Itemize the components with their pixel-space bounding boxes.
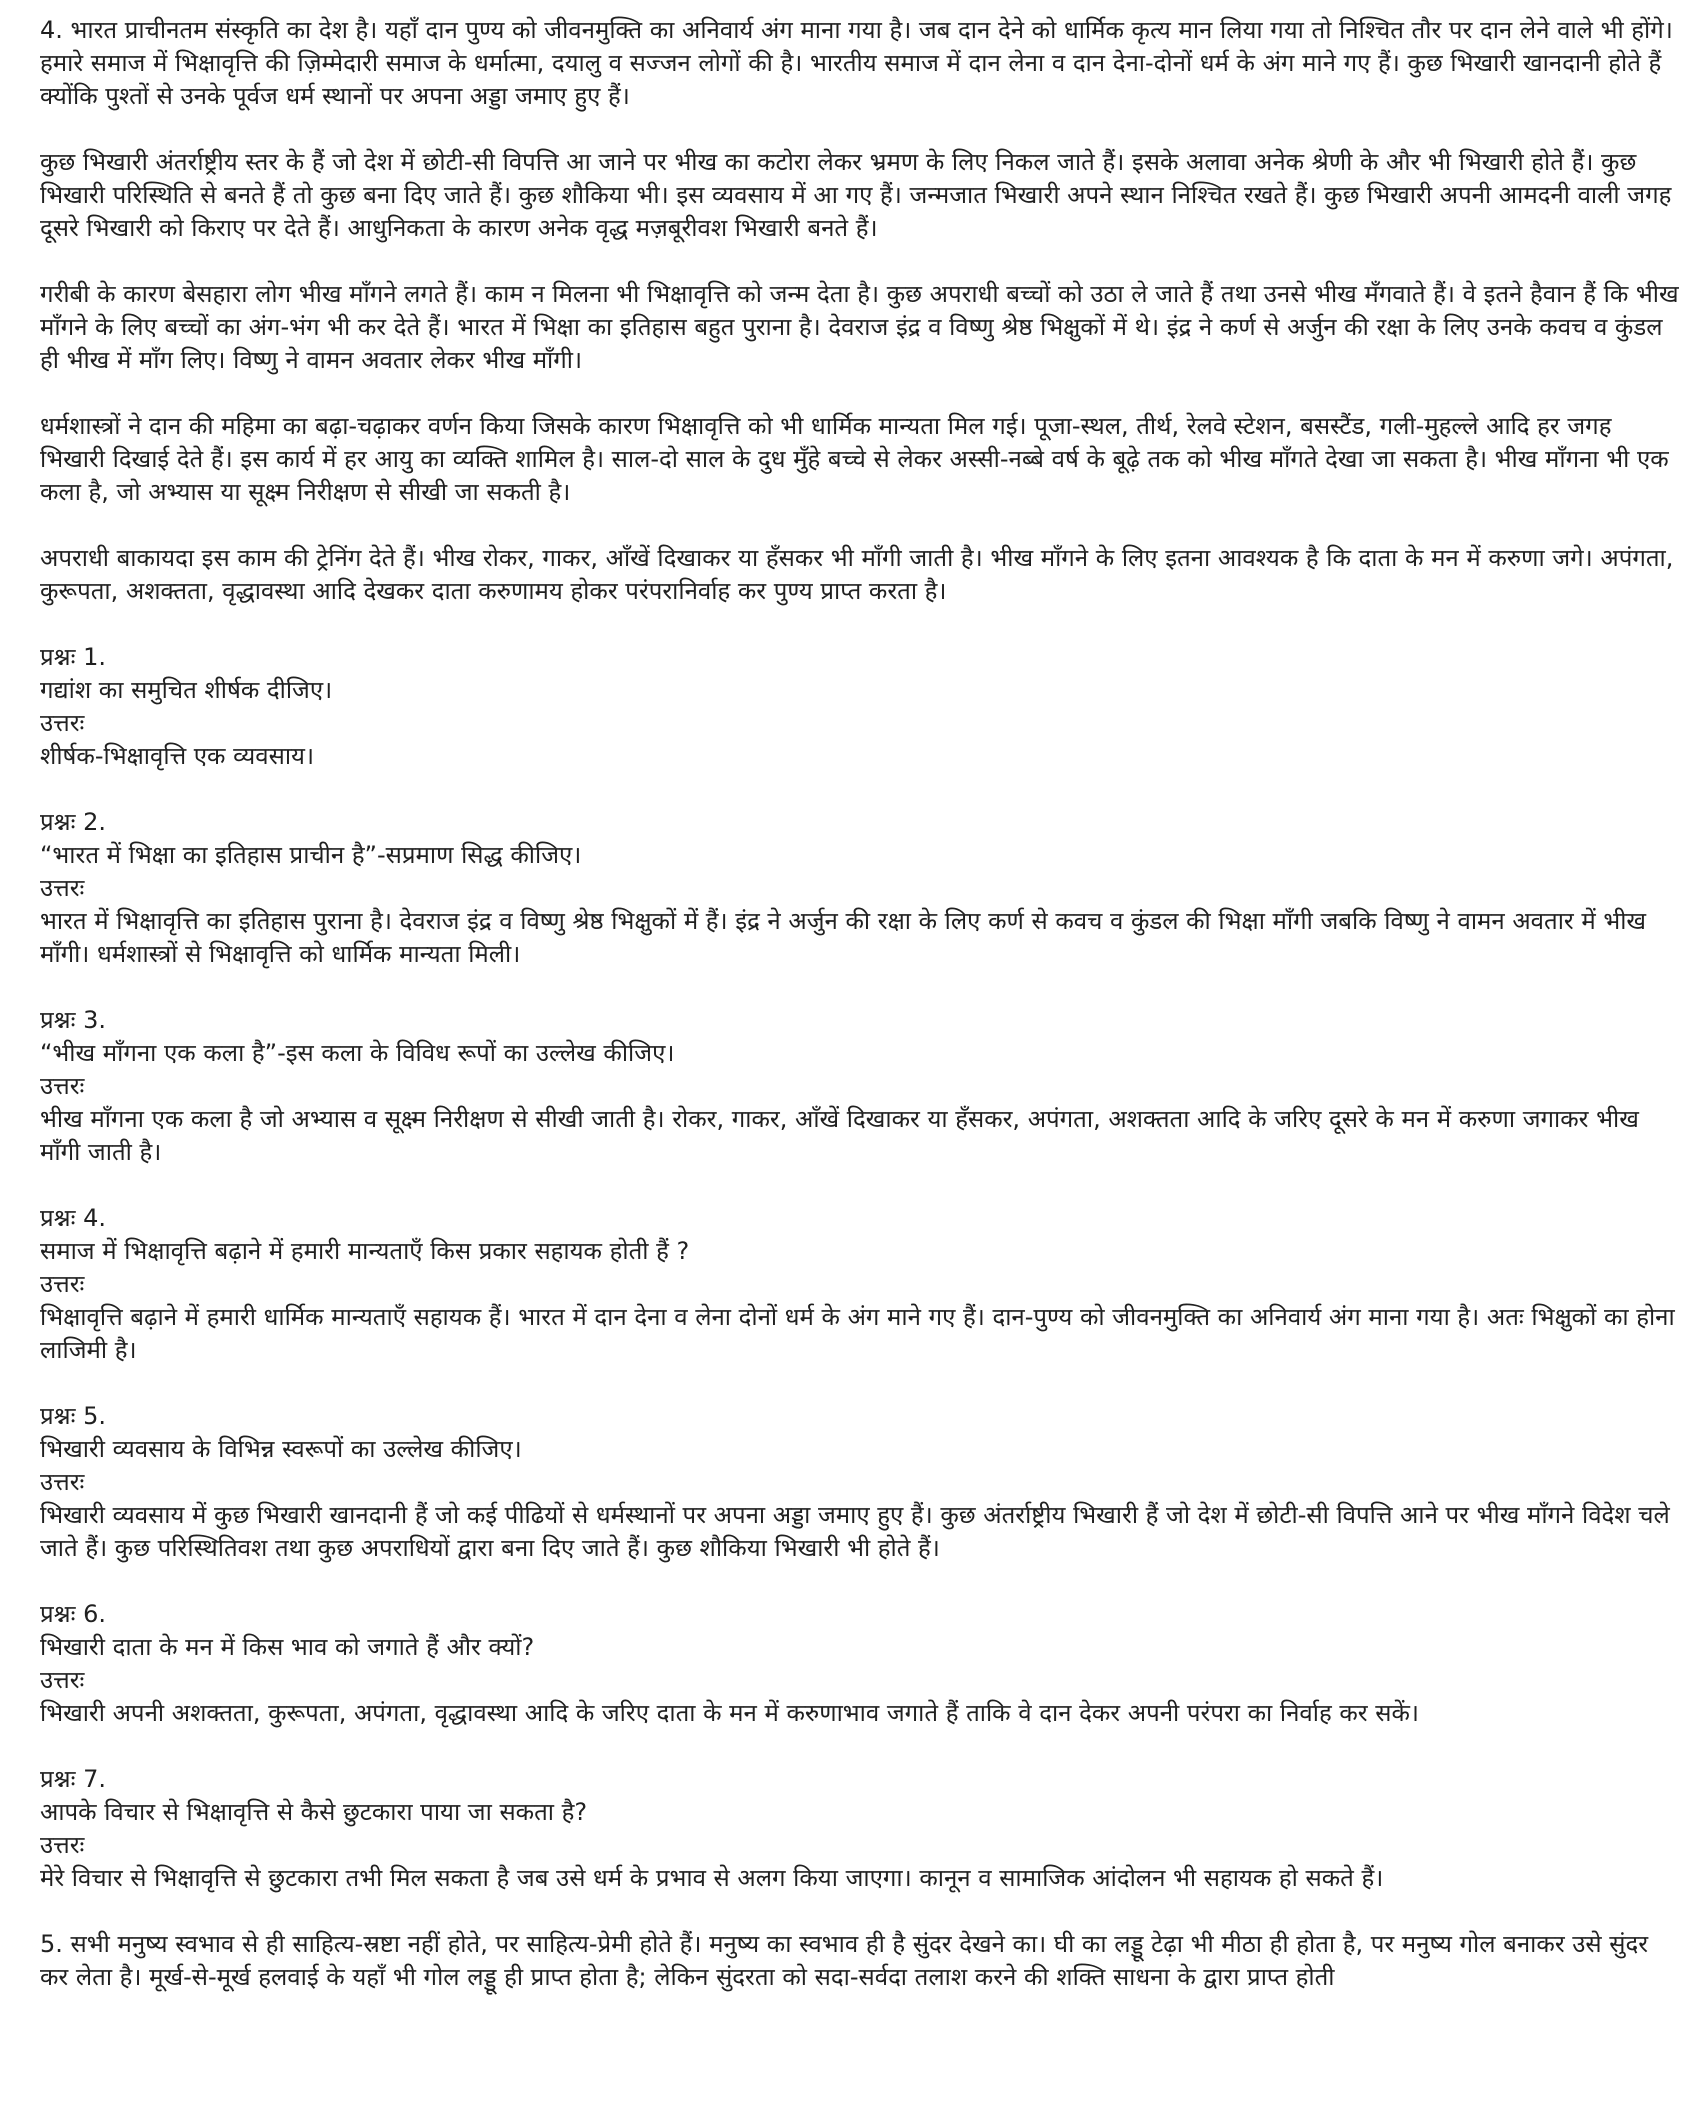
passage-paragraph: कुछ भिखारी अंतर्राष्ट्रीय स्तर के हैं जो देश में छोटी-सी विपत्ति आ जाने पर भीख का कटोरा लेकर भ्रमण के लिए निकल जाते हैं। इसके अलावा अनेक श्रेणी के और भी भिखारी होते हैं। कुछ भिखारी परिस्थिति से बनते हैं तो कुछ बना दिए जाते हैं। कुछ शौकिया भी। इस व्यवसाय में आ गए हैं। जन्मजात भिखारी अपने स्थान निश्चित रखते हैं। कुछ भिखारी अपनी आमदनी वाली जगह दूसरे भिखारी को किराए पर देते हैं। आधुनिकता के कारण अनेक वृद्ध मज़बूरीवश भिखारी बनते हैं। bbox=[40, 148, 1672, 242]
answer-label: उत्तरः bbox=[40, 1270, 85, 1298]
answer-label: उत्तरः bbox=[40, 874, 85, 902]
passage-paragraph: 4. भारत प्राचीनतम संस्कृति का देश है। यहाँ दान पुण्य को जीवनमुक्ति का अनिवार्य अंग माना गया है। जब दान देने को धार्मिक कृत्य मान लिया गया तो निश्चित तौर पर दान लेने वाले भी होंगे। हमारे समाज में भिक्षावृत्ति की ज़िम्मेदारी समाज के धर्मात्मा, दयालु व सज्जन लोगों की है। भारतीय समाज में दान लेना व दान देना-दोनों धर्म के अंग माने गए हैं। कुछ भिखारी खानदानी होते हैं क्योंकि पुश्तों से उनके पूर्वज धर्म स्थानों पर अपना अड्डा जमाए हुए हैं। bbox=[40, 16, 1673, 110]
answer-label: उत्तरः bbox=[40, 1831, 85, 1859]
passage-5 bbox=[40, 1928, 1680, 1994]
answer-text: भिक्षावृत्ति बढ़ाने में हमारी धार्मिक मान्यताएँ सहायक हैं। भारत में दान देना व लेना दोनों धर्म के अंग माने गए हैं। दान-पुण्य को जीवनमुक्ति का अनिवार्य अंग माना गया है। अतः भिक्षुकों का होना लाजिमी है। bbox=[40, 1303, 1675, 1364]
question-block bbox=[40, 1763, 1680, 1895]
answer-text: शीर्षक-भिक्षावृत्ति एक व्यवसाय। bbox=[40, 742, 315, 770]
document-page bbox=[40, 14, 1680, 1994]
question-block bbox=[40, 1598, 1680, 1730]
answer-label: उत्तरः bbox=[40, 709, 85, 737]
question-label: प्रश्नः 1. bbox=[40, 643, 106, 671]
passage-paragraph: धर्मशास्त्रों ने दान की महिमा का बढ़ा-चढ़ाकर वर्णन किया जिसके कारण भिक्षावृत्ति को भी धार्मिक मान्यता मिल गई। पूजा-स्थल, तीर्थ, रेलवे स्टेशन, बसस्टैंड, गली-मुहल्ले आदि हर जगह भिखारी दिखाई देते हैं। इस कार्य में हर आयु का व्यक्ति शामिल है। साल-दो साल के दुध मुँहे बच्चे से लेकर अस्सी-नब्बे वर्ष के बूढ़े तक को भीख माँगते देखा जा सकता है। भीख माँगना भी एक कला है, जो अभ्यास या सूक्ष्म निरीक्षण से सीखी जा सकती है। bbox=[40, 412, 1669, 506]
question-text: आपके विचार से भिक्षावृत्ति से कैसे छुटकारा पाया जा सकता है? bbox=[40, 1798, 588, 1826]
answer-text: भिखारी अपनी अशक्तता, कुरूपता, अपंगता, वृद्धावस्था आदि के जरिए दाता के मन में करुणाभाव जगाते हैं ताकि वे दान देकर अपनी परंपरा का निर्वाह कर सकें। bbox=[40, 1699, 1419, 1727]
question-text: “भीख माँगना एक कला है”-इस कला के विविध रूपों का उल्लेख कीजिए। bbox=[40, 1039, 675, 1067]
questions-section bbox=[40, 641, 1680, 1895]
answer-label: उत्तरः bbox=[40, 1468, 85, 1496]
passage-paragraph: अपराधी बाकायदा इस काम की ट्रेनिंग देते हैं। भीख रोकर, गाकर, आँखें दिखाकर या हँसकर भी माँगी जाती है। भीख माँगने के लिए इतना आवश्यक है कि दाता के मन में करुणा जगे। अपंगता, कुरूपता, अशक्तता, वृद्धावस्था आदि देखकर दाता करुणामय होकर परंपरानिर्वाह कर पुण्य प्राप्त करता है। bbox=[40, 544, 1674, 605]
question-block bbox=[40, 1400, 1680, 1565]
question-label: प्रश्नः 4. bbox=[40, 1204, 106, 1232]
question-block bbox=[40, 641, 1680, 773]
answer-text: मेरे विचार से भिक्षावृत्ति से छुटकारा तभी मिल सकता है जब उसे धर्म के प्रभाव से अलग किया जाएगा। कानून व सामाजिक आंदोलन भी सहायक हो सकते हैं। bbox=[40, 1864, 1384, 1892]
question-text: समाज में भिक्षावृत्ति बढ़ाने में हमारी मान्यताएँ किस प्रकार सहायक होती हैं ? bbox=[40, 1237, 690, 1265]
answer-label: उत्तरः bbox=[40, 1666, 85, 1694]
answer-label: उत्तरः bbox=[40, 1072, 85, 1100]
question-text: भिखारी दाता के मन में किस भाव को जगाते हैं और क्यों? bbox=[40, 1633, 535, 1661]
question-label: प्रश्नः 7. bbox=[40, 1765, 106, 1793]
question-label: प्रश्नः 5. bbox=[40, 1402, 106, 1430]
passage-4 bbox=[40, 14, 1680, 608]
question-block bbox=[40, 1004, 1680, 1169]
passage-paragraph: 5. सभी मनुष्य स्वभाव से ही साहित्य-स्रष्टा नहीं होते, पर साहित्य-प्रेमी होते हैं। मनुष्य का स्वभाव ही है सुंदर देखने का। घी का लड्डू टेढ़ा भी मीठा ही होता है, पर मनुष्य गोल बनाकर उसे सुंदर कर लेता है। मूर्ख-से-मूर्ख हलवाई के यहाँ भी गोल लड्डू ही प्राप्त होता है; लेकिन सुंदरता को सदा-सर्वदा तलाश करने की शक्ति साधना के द्वारा प्राप्त होती bbox=[40, 1930, 1649, 1991]
question-text: “भारत में भिक्षा का इतिहास प्राचीन है”-सप्रमाण सिद्ध कीजिए। bbox=[40, 841, 582, 869]
question-label: प्रश्नः 6. bbox=[40, 1600, 106, 1628]
answer-text: भिखारी व्यवसाय में कुछ भिखारी खानदानी हैं जो कई पीढियों से धर्मस्थानों पर अपना अड्डा जमाए हुए हैं। कुछ अंतर्राष्ट्रीय भिखारी हैं जो देश में छोटी-सी विपत्ति आने पर भीख माँगने विदेश चले जाते हैं। कुछ परिस्थितिवश तथा कुछ अपराधियों द्वारा बना दिए जाते हैं। कुछ शौकिया भिखारी भी होते हैं। bbox=[40, 1501, 1670, 1562]
question-label: प्रश्नः 2. bbox=[40, 808, 106, 836]
question-text: गद्यांश का समुचित शीर्षक दीजिए। bbox=[40, 676, 333, 704]
question-block bbox=[40, 806, 1680, 971]
question-block bbox=[40, 1202, 1680, 1367]
question-text: भिखारी व्यवसाय के विभिन्न स्वरूपों का उल्लेख कीजिए। bbox=[40, 1435, 522, 1463]
answer-text: भारत में भिक्षावृत्ति का इतिहास पुराना है। देवराज इंद्र व विष्णु श्रेष्ठ भिक्षुकों में हैं। इंद्र ने अर्जुन की रक्षा के लिए कर्ण से कवच व कुंडल की भिक्षा माँगी जबकि विष्णु ने वामन अवतार में भीख माँगी। धर्मशास्त्रों से भिक्षावृत्ति को धार्मिक मान्यता मिली। bbox=[40, 907, 1647, 968]
answer-text: भीख माँगना एक कला है जो अभ्यास व सूक्ष्म निरीक्षण से सीखी जाती है। रोकर, गाकर, आँखें दिखाकर या हँसकर, अपंगता, अशक्तता आदि के जरिए दूसरे के मन में करुणा जगाकर भीख माँगी जाती है। bbox=[40, 1105, 1639, 1166]
passage-paragraph: गरीबी के कारण बेसहारा लोग भीख माँगने लगते हैं। काम न मिलना भी भिक्षावृत्ति को जन्म देता है। कुछ अपराधी बच्चों को उठा ले जाते हैं तथा उनसे भीख मँगवाते हैं। वे इतने हैवान हैं कि भीख माँगने के लिए बच्चों का अंग-भंग भी कर देते हैं। भारत में भिक्षा का इतिहास बहुत पुराना है। देवराज इंद्र व विष्णु श्रेष्ठ भिक्षुकों में थे। इंद्र ने कर्ण से अर्जुन की रक्षा के लिए उनके कवच व कुंडल ही भीख में माँग लिए। विष्णु ने वामन अवतार लेकर भीख माँगी। bbox=[40, 280, 1679, 374]
question-label: प्रश्नः 3. bbox=[40, 1006, 106, 1034]
